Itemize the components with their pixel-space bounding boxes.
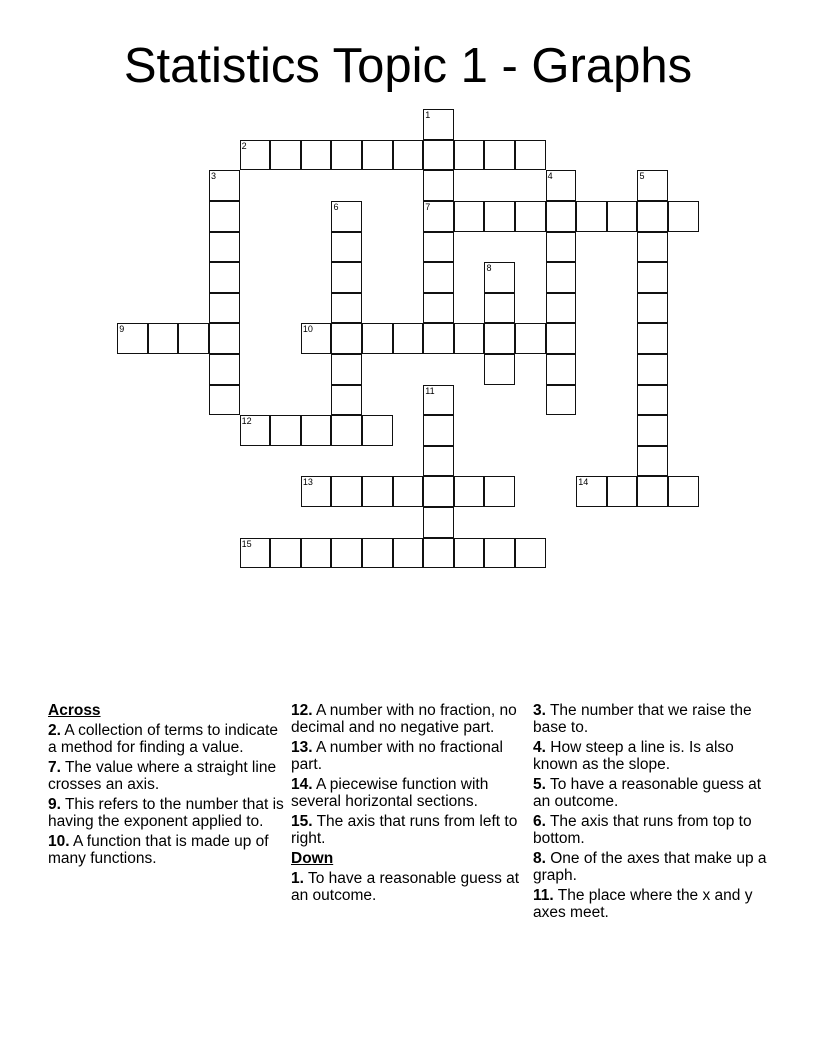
- cell-number: 8: [486, 263, 492, 274]
- crossword-cell[interactable]: [637, 201, 668, 232]
- clue-number: 15.: [291, 813, 313, 830]
- crossword-cell[interactable]: [423, 232, 454, 263]
- crossword-cell[interactable]: [546, 354, 577, 385]
- cell-number: 5: [639, 171, 645, 182]
- crossword-cell[interactable]: [331, 262, 362, 293]
- crossword-cell[interactable]: [454, 323, 485, 354]
- crossword-cell[interactable]: [301, 140, 332, 171]
- cell-number: 9: [119, 324, 125, 335]
- crossword-cell[interactable]: [331, 323, 362, 354]
- crossword-cell[interactable]: [454, 476, 485, 507]
- crossword-cell[interactable]: [301, 538, 332, 569]
- crossword-cell[interactable]: [484, 201, 515, 232]
- crossword-cell[interactable]: [454, 538, 485, 569]
- crossword-cell[interactable]: [484, 538, 515, 569]
- clue-across-14: [291, 776, 531, 810]
- crossword-cell[interactable]: [576, 476, 607, 507]
- clue-text: The place where the x and y axes meet.: [533, 887, 753, 921]
- crossword-cell[interactable]: [423, 476, 454, 507]
- crossword-cell[interactable]: [209, 201, 240, 232]
- clue-across-9: [48, 796, 288, 830]
- crossword-cell[interactable]: [331, 476, 362, 507]
- crossword-cell[interactable]: [546, 385, 577, 416]
- clues-column-1: [48, 702, 288, 870]
- cell-number: 10: [302, 324, 313, 335]
- crossword-cell[interactable]: [546, 170, 577, 201]
- crossword-cell[interactable]: [484, 354, 515, 385]
- crossword-cell[interactable]: [546, 323, 577, 354]
- clue-number: 13.: [291, 739, 313, 756]
- crossword-cell[interactable]: [301, 415, 332, 446]
- crossword-cell[interactable]: [301, 323, 332, 354]
- clue-text: The number that we raise the base to.: [533, 702, 752, 736]
- clues-column-3: [533, 702, 773, 924]
- clue-down-4: [533, 739, 773, 773]
- crossword-cell[interactable]: [637, 293, 668, 324]
- crossword-cell[interactable]: [393, 140, 424, 171]
- clue-across-10: [48, 833, 288, 867]
- crossword-cell[interactable]: [362, 476, 393, 507]
- crossword-cell[interactable]: [331, 415, 362, 446]
- clue-number: 3.: [533, 702, 546, 719]
- clue-text: A piecewise function with several horizontal sections.: [291, 776, 489, 810]
- crossword-cell[interactable]: [209, 293, 240, 324]
- crossword-cell[interactable]: [454, 201, 485, 232]
- crossword-cell[interactable]: [331, 385, 362, 416]
- crossword-cell[interactable]: [423, 170, 454, 201]
- page-title: Statistics Topic 1 - Graphs: [123, 39, 693, 93]
- crossword-cell[interactable]: [515, 140, 546, 171]
- crossword-cell[interactable]: [240, 140, 271, 171]
- clue-down-1: [291, 870, 531, 904]
- clue-text: A number with no fractional part.: [291, 739, 503, 773]
- crossword-cell[interactable]: [454, 140, 485, 171]
- crossword-cell[interactable]: [331, 232, 362, 263]
- cell-number: 4: [547, 171, 553, 182]
- crossword-cell[interactable]: [546, 293, 577, 324]
- crossword-cell[interactable]: [668, 476, 699, 507]
- across-heading: Across: [48, 702, 101, 719]
- clue-down-11: [533, 887, 773, 921]
- crossword-cell[interactable]: [484, 140, 515, 171]
- crossword-cell[interactable]: [637, 323, 668, 354]
- crossword-cell[interactable]: [637, 170, 668, 201]
- crossword-cell[interactable]: [117, 323, 148, 354]
- crossword-cell[interactable]: [393, 476, 424, 507]
- cell-number: 1: [425, 110, 431, 121]
- clue-text: This refers to the number that is having the exponent applied to.: [48, 796, 284, 830]
- crossword-cell[interactable]: [607, 476, 638, 507]
- clue-number: 9.: [48, 796, 61, 813]
- crossword-cell[interactable]: [423, 201, 454, 232]
- clue-number: 8.: [533, 850, 546, 867]
- clue-number: 11.: [533, 887, 554, 904]
- crossword-cell[interactable]: [331, 140, 362, 171]
- crossword-cell[interactable]: [178, 323, 209, 354]
- crossword-cell[interactable]: [301, 476, 332, 507]
- crossword-cell[interactable]: [637, 232, 668, 263]
- clue-across-15: [291, 813, 531, 847]
- cell-number: 2: [241, 140, 247, 151]
- cell-number: 15: [241, 538, 252, 549]
- crossword-cell[interactable]: [393, 538, 424, 569]
- cell-number: 6: [333, 202, 339, 213]
- clue-text: A function that is made up of many functions.: [48, 833, 269, 867]
- clues-column-2: [291, 702, 531, 907]
- crossword-cell[interactable]: [331, 293, 362, 324]
- crossword-cell[interactable]: [209, 354, 240, 385]
- clue-across-2: [48, 722, 288, 756]
- crossword-cell[interactable]: [270, 415, 301, 446]
- crossword-cell[interactable]: [484, 262, 515, 293]
- crossword-cell[interactable]: [270, 538, 301, 569]
- crossword-cell[interactable]: [546, 232, 577, 263]
- clue-number: 7.: [48, 759, 61, 776]
- crossword-cell[interactable]: [576, 201, 607, 232]
- crossword-cell[interactable]: [331, 201, 362, 232]
- crossword-cell[interactable]: [423, 293, 454, 324]
- crossword-cell[interactable]: [484, 476, 515, 507]
- crossword-cell[interactable]: [423, 323, 454, 354]
- clue-text: The axis that runs from top to bottom.: [533, 813, 752, 847]
- clue-number: 4.: [533, 739, 546, 756]
- crossword-cell[interactable]: [148, 323, 179, 354]
- crossword-cell[interactable]: [240, 538, 271, 569]
- clue-across-13: [291, 739, 531, 773]
- clue-down-3: [533, 702, 773, 736]
- clue-text: How steep a line is. Is also known as the slope.: [533, 739, 734, 773]
- clue-down-8: [533, 850, 773, 884]
- cell-number: 14: [578, 477, 589, 488]
- clue-down-5: [533, 776, 773, 810]
- crossword-cell[interactable]: [362, 415, 393, 446]
- cell-number: 12: [241, 416, 252, 427]
- clue-text: A number with no fraction, no decimal and no negative part.: [291, 702, 517, 736]
- crossword-cell[interactable]: [209, 323, 240, 354]
- crossword-cell[interactable]: [423, 507, 454, 538]
- clue-text: The axis that runs from left to right.: [291, 813, 518, 847]
- crossword-cell[interactable]: [668, 201, 699, 232]
- clue-number: 5.: [533, 776, 546, 793]
- clue-text: The value where a straight line crosses an axis.: [48, 759, 277, 793]
- cell-number: 11: [425, 385, 435, 396]
- clue-down-6: [533, 813, 773, 847]
- crossword-cell[interactable]: [423, 415, 454, 446]
- crossword-cell[interactable]: [515, 201, 546, 232]
- clue-across-7: [48, 759, 288, 793]
- cell-number: 3: [211, 171, 217, 182]
- crossword-cell[interactable]: [607, 201, 638, 232]
- crossword-cell[interactable]: [423, 385, 454, 416]
- clue-text: One of the axes that make up a graph.: [533, 850, 767, 884]
- crossword-cell[interactable]: [515, 538, 546, 569]
- crossword-cell[interactable]: [209, 232, 240, 263]
- crossword-cell[interactable]: [240, 415, 271, 446]
- clue-text: To have a reasonable guess at an outcome.: [533, 776, 762, 810]
- crossword-cell[interactable]: [209, 262, 240, 293]
- crossword-cell[interactable]: [637, 354, 668, 385]
- clue-number: 2.: [48, 722, 61, 739]
- crossword-cell[interactable]: [484, 323, 515, 354]
- clue-number: 14.: [291, 776, 313, 793]
- crossword-cell[interactable]: [423, 262, 454, 293]
- crossword-cell[interactable]: [637, 385, 668, 416]
- crossword-cell[interactable]: [209, 385, 240, 416]
- crossword-cell[interactable]: [362, 323, 393, 354]
- crossword-cell[interactable]: [637, 415, 668, 446]
- clue-number: 1.: [291, 870, 304, 887]
- crossword-cell[interactable]: [362, 140, 393, 171]
- crossword-cell[interactable]: [270, 140, 301, 171]
- clue-text: To have a reasonable guess at an outcome.: [291, 870, 520, 904]
- crossword-cell[interactable]: [331, 354, 362, 385]
- crossword-cell[interactable]: [423, 538, 454, 569]
- cell-number: 7: [425, 202, 431, 213]
- crossword-cell[interactable]: [637, 262, 668, 293]
- crossword-cell[interactable]: [546, 262, 577, 293]
- clue-number: 10.: [48, 833, 70, 850]
- crossword-cell[interactable]: [484, 293, 515, 324]
- down-heading: Down: [291, 850, 334, 867]
- clue-across-12: [291, 702, 531, 736]
- clue-text: A collection of terms to indicate a method for finding a value.: [48, 722, 279, 756]
- crossword-cell[interactable]: [423, 140, 454, 171]
- crossword-cell[interactable]: [637, 476, 668, 507]
- crossword-cell[interactable]: [546, 201, 577, 232]
- crossword-cell[interactable]: [362, 538, 393, 569]
- clue-number: 12.: [291, 702, 313, 719]
- clue-number: 6.: [533, 813, 546, 830]
- crossword-cell[interactable]: [423, 446, 454, 477]
- crossword-cell[interactable]: [209, 170, 240, 201]
- crossword-cell[interactable]: [423, 109, 454, 140]
- cell-number: 13: [302, 477, 313, 488]
- crossword-cell[interactable]: [331, 538, 362, 569]
- crossword-cell[interactable]: [637, 446, 668, 477]
- crossword-cell[interactable]: [393, 323, 424, 354]
- crossword-cell[interactable]: [515, 323, 546, 354]
